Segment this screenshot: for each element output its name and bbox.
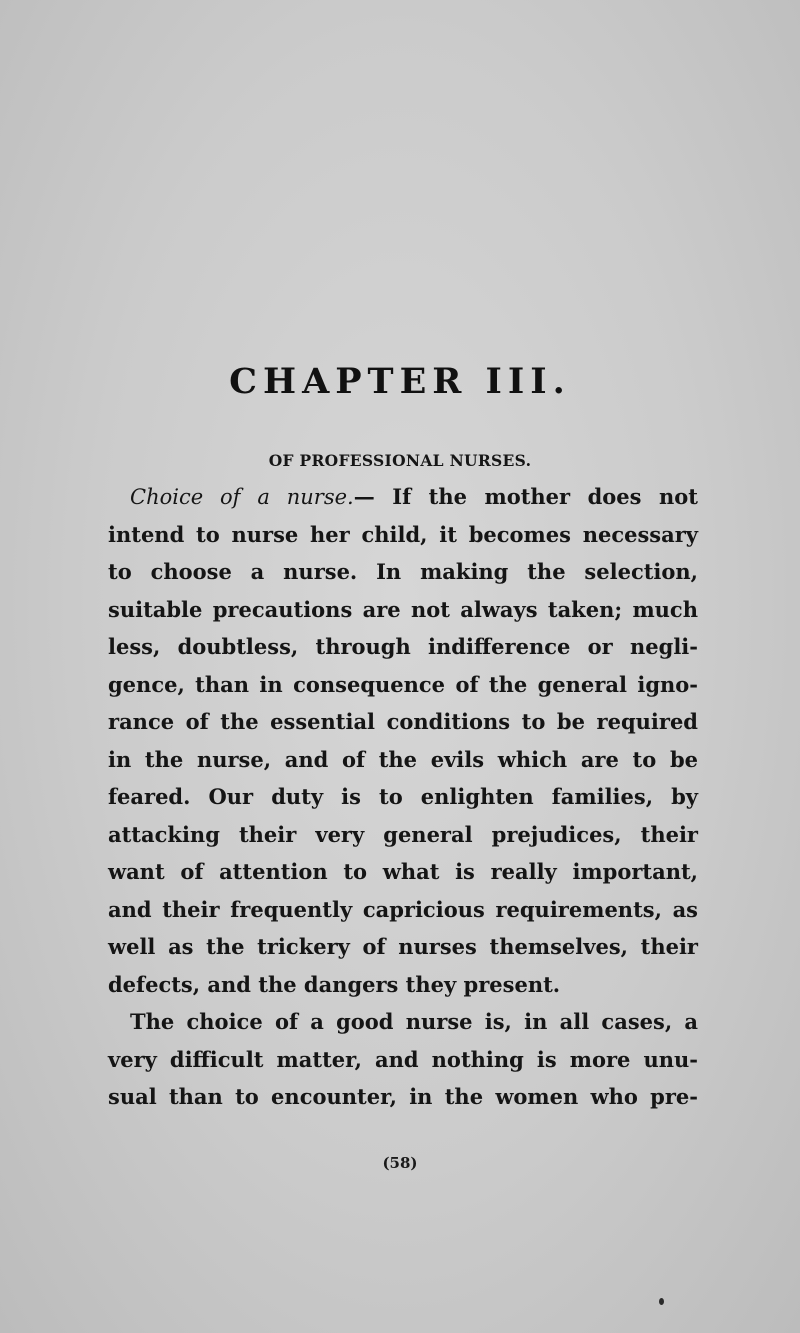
section-lead-in: Choice of a nurse.	[130, 485, 354, 509]
text-line-6: gence, than in consequence of the general igno-	[108, 671, 698, 697]
text-line-1	[108, 478, 698, 516]
text-line-16: very difficult matter, and nothing is more unu-	[108, 1046, 698, 1072]
text-line-10: attacking their very general prejudices, their	[108, 821, 698, 847]
text-line-17: sual than to encounter, in the women who pre-	[108, 1084, 698, 1109]
text-line-9: feared. Our duty is to enlighten families, by	[108, 784, 698, 809]
text-line-8: in the nurse, and of the evils which are to be	[108, 746, 698, 772]
text-line-1-rest: — If the mother does not	[353, 484, 698, 509]
text-line-7: rance of the essential conditions to be required	[108, 709, 698, 734]
text-line-11: want of attention to what is really important,	[108, 859, 698, 884]
text-line-5: less, doubtless, through indifference or negli-	[108, 634, 698, 659]
body-text	[108, 478, 698, 1116]
page-number: (58)	[382, 1154, 418, 1172]
text-line-15: The choice of a good nurse is, in all cases, a	[130, 1009, 698, 1034]
text-line-14: defects, and the dangers they present.	[108, 971, 561, 997]
text-line-13: well as the trickery of nurses themselves, their	[108, 934, 698, 959]
text-line-3: to choose a nurse. In making the selection,	[108, 559, 698, 584]
text-line-4: suitable precautions are not always taken; much	[108, 596, 698, 622]
text-line-2: intend to nurse her child, it becomes necessary	[108, 521, 698, 547]
text-line-12: and their frequently capricious requirements, as	[108, 896, 698, 922]
ink-speck	[659, 1298, 664, 1305]
chapter-title: CHAPTER III.	[229, 361, 571, 402]
chapter-subtitle: OF PROFESSIONAL NURSES.	[268, 451, 532, 470]
